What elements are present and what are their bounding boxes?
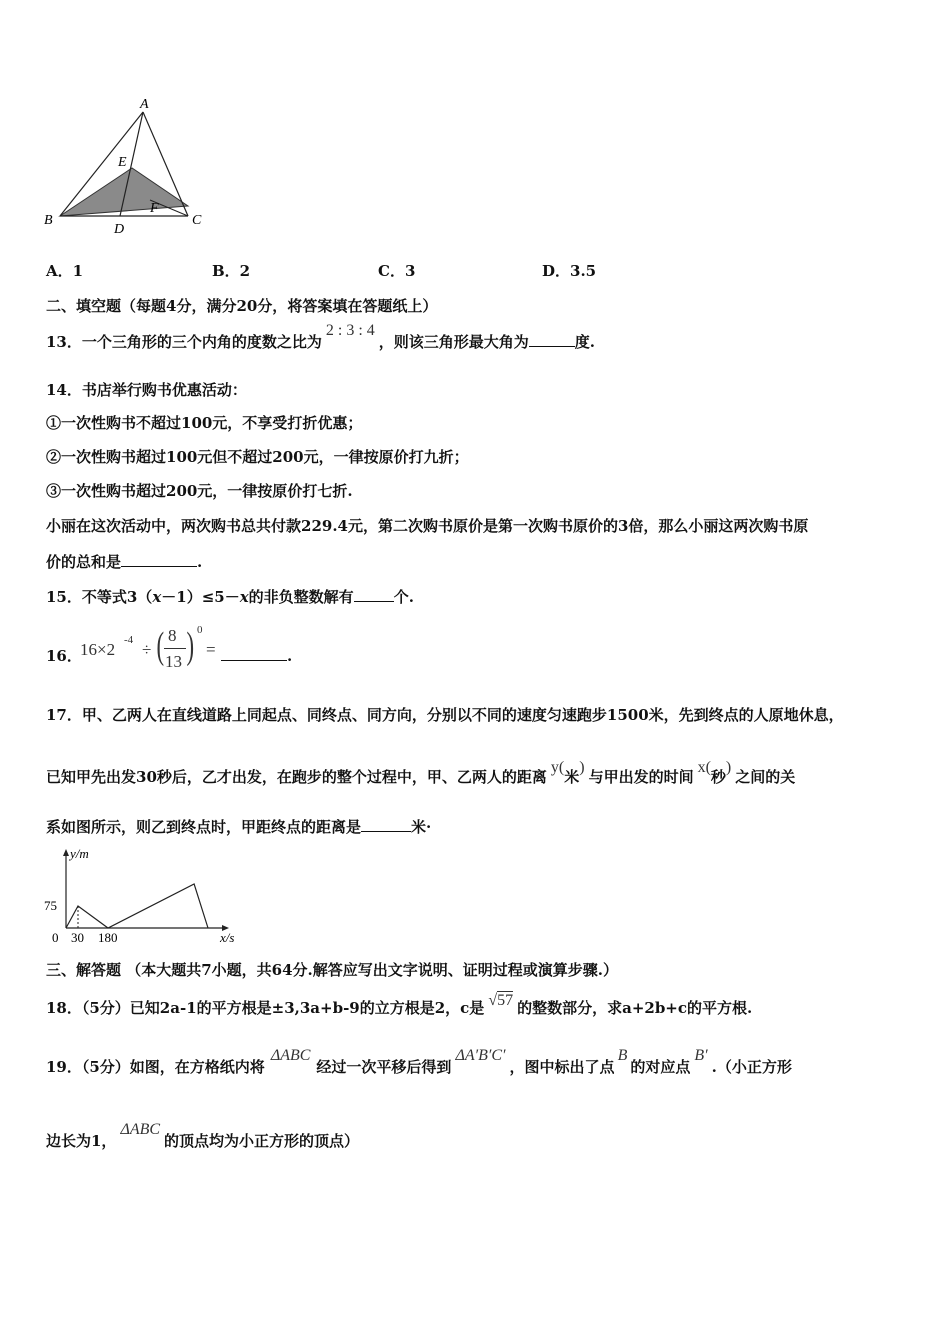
q17-line3-end: 米· <box>411 818 432 836</box>
q16-end: . <box>287 647 293 665</box>
distance-time-chart <box>40 844 250 950</box>
section2-heading: 二、填空题（每题4分，满分20分，将答案填在答题纸上） <box>46 297 438 315</box>
q16-exp-b: 0 <box>197 624 203 636</box>
q18-prefix: 18．（5分）已知2a-1的平方根是±3,3a+b-9的立方根是2，c是 <box>46 999 485 1017</box>
q16-left-paren: ( <box>156 625 165 667</box>
q18-sqrt-value: 57 <box>497 992 514 1009</box>
q14-text-line2-prefix: 价的总和是 <box>46 553 122 571</box>
q17-line2-a: 已知甲先出发30秒后，乙才出发，在跑步的整个过程中，甲、乙两人的距离 <box>46 768 547 786</box>
q14-answer-blank[interactable] <box>121 552 197 567</box>
q19-tri1: ΔABC <box>270 1047 311 1064</box>
q14-text-line2 <box>46 552 202 572</box>
y-axis-arrow-icon <box>63 849 69 856</box>
y-tick-label-75: 75 <box>44 898 57 913</box>
q19-mid3: 的对应点 <box>630 1058 691 1076</box>
sqrt-sign-icon: √ <box>488 992 498 1009</box>
q15-var-x2: x <box>239 588 249 606</box>
q16-exp-a: -4 <box>124 634 134 646</box>
q17-y-var: y( <box>550 759 565 776</box>
label-b: B <box>44 213 53 228</box>
choice-d: D．3.5 <box>542 262 597 280</box>
q13-prefix: 13．一个三角形的三个内角的度数之比为 <box>46 333 322 351</box>
q14-title: 14．书店举行购书优惠活动： <box>46 381 247 399</box>
q14-item-1: ①一次性购书不超过100元，不享受打折优惠； <box>46 414 363 432</box>
q13-ratio: 2 : 3 : 4 <box>325 322 375 339</box>
q18-suffix: 的整数部分，求a+2b+c的平方根. <box>517 999 753 1017</box>
question-18 <box>46 992 753 1019</box>
q16-prefix: 16． <box>46 647 82 665</box>
q17-x-unit: 秒 <box>710 768 726 786</box>
q17-x-var: x( <box>697 759 711 776</box>
q15-suffix: 的非负整数解有 <box>248 588 354 606</box>
label-f: F <box>150 201 159 216</box>
q17-line3 <box>46 817 431 837</box>
q14-text-line1: 小丽在这次活动中，两次购书总共付款229.4元，第二次购书原价是第一次购书原价的3倍，那么小丽这两次购书原 <box>46 517 809 535</box>
q14-text-line2-end: . <box>197 553 203 571</box>
q19-mid1: 经过一次平移后得到 <box>316 1058 452 1076</box>
y-axis-label: y/m <box>70 846 89 861</box>
q16-eq: = <box>206 640 216 659</box>
q15-mid: －1）≤5－ <box>161 588 240 606</box>
choice-c: C．3 <box>378 262 416 280</box>
x-axis-label: x/s <box>220 930 235 945</box>
q19-line1 <box>46 1047 792 1078</box>
q17-line1: 17．甲、乙两人在直线道路上同起点、同终点、同方向，分别以不同的速度匀速跑步1500米，先到终点的人原地休息， <box>46 706 844 724</box>
q17-line3-prefix: 系如图所示，则乙到终点时，甲距终点的距离是 <box>46 818 362 836</box>
q13-suffix: ，则该三角形最大角为 <box>378 333 529 351</box>
triangle-figure <box>40 94 215 239</box>
q17-answer-blank[interactable] <box>361 817 411 832</box>
question-15 <box>46 587 414 607</box>
q16-answer <box>221 646 292 666</box>
choice-b: B．2 <box>212 262 251 280</box>
q17-y-unit: 米 <box>564 768 580 786</box>
question-13 <box>46 322 596 353</box>
series-line <box>66 884 208 928</box>
q15-end: 个. <box>393 588 414 606</box>
q19-mid2: ，图中标出了点 <box>509 1058 615 1076</box>
label-c: C <box>192 213 202 228</box>
q17-line2-c: 之间的关 <box>735 768 796 786</box>
q15-prefix: 15．不等式3（ <box>46 588 153 606</box>
q16-frac-bar <box>164 648 186 649</box>
q18-sqrt <box>488 992 513 1009</box>
q17-line2 <box>46 759 796 788</box>
q17-y-close: ) <box>579 759 585 776</box>
q16-right-paren: ) <box>186 625 195 667</box>
q16-expr-a: 16×2 <box>80 640 116 659</box>
label-a: A <box>140 97 149 112</box>
label-d: D <box>114 222 125 237</box>
q16-frac-num: 8 <box>168 626 177 645</box>
q15-var-x1: x <box>152 588 162 606</box>
label-e: E <box>118 155 127 170</box>
q19-line2-prefix: 边长为1， <box>46 1132 117 1150</box>
q17-line2-b: 与甲出发的时间 <box>588 768 694 786</box>
q16-frac-den: 13 <box>165 652 182 671</box>
q15-answer-blank[interactable] <box>354 587 394 602</box>
q19-end: .（小正方形 <box>711 1058 792 1076</box>
q17-x-close: ) <box>725 759 732 776</box>
q19-pt2: B′ <box>694 1047 708 1064</box>
q14-item-2: ②一次性购书超过100元但不超过200元，一律按原价打九折； <box>46 448 469 466</box>
q19-line2-suffix: 的顶点均为小正方形的顶点） <box>164 1132 360 1150</box>
q19-tri3: ΔABC <box>120 1121 161 1138</box>
x-tick-label-30: 30 <box>71 930 84 945</box>
section3-heading: 三、解答题 （本大题共7小题，共64分.解答应写出文字说明、证明过程或演算步骤.） <box>46 961 618 979</box>
q19-line2 <box>46 1121 360 1152</box>
q14-item-3: ③一次性购书超过200元，一律按原价打七折. <box>46 482 353 500</box>
q19-pt1: B <box>617 1047 628 1064</box>
q13-end: 度. <box>574 333 596 351</box>
q16-div: ÷ <box>142 640 152 659</box>
x-tick-label-0: 0 <box>52 930 59 945</box>
q19-tri2: ΔA′B′C′ <box>455 1047 506 1064</box>
q13-answer-blank[interactable] <box>529 332 575 347</box>
q19-prefix: 19．（5分）如图，在方格纸内将 <box>46 1058 265 1076</box>
x-tick-label-180: 180 <box>98 930 118 945</box>
choice-a: A．1 <box>46 262 84 280</box>
q16-answer-blank[interactable] <box>221 646 287 661</box>
